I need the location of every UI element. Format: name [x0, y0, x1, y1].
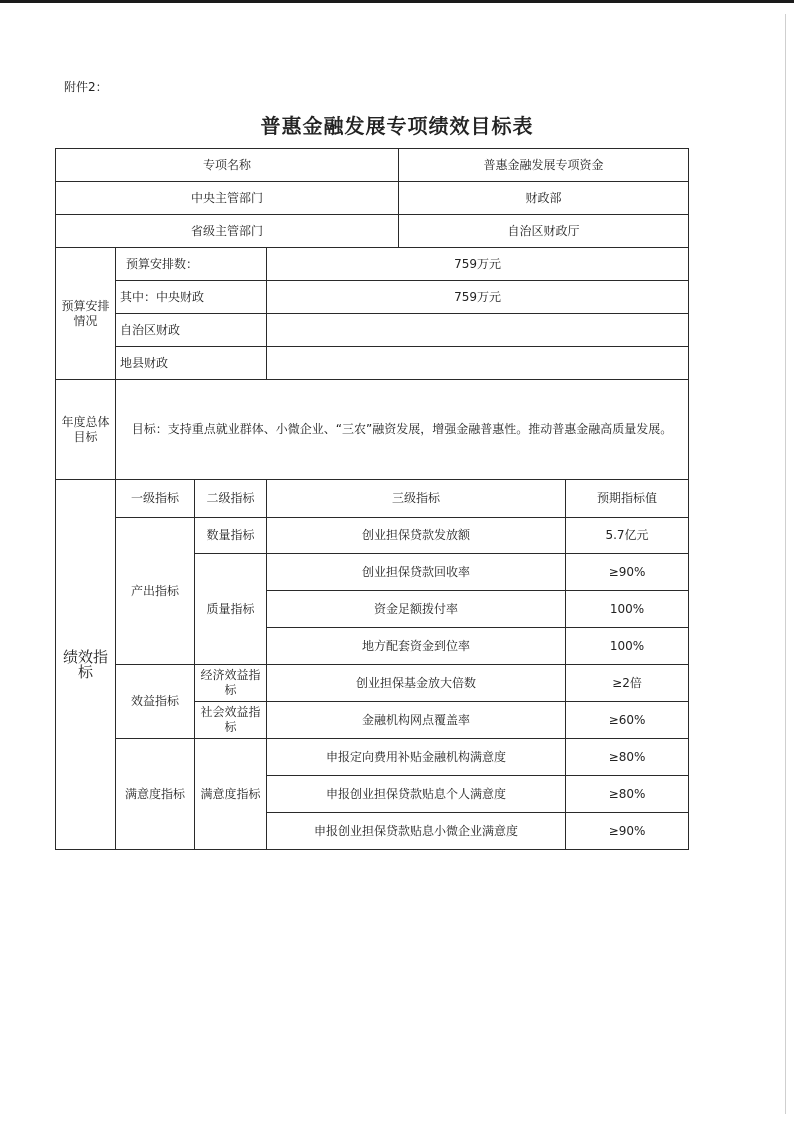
indicator-name: 创业担保贷款回收率 — [267, 554, 566, 591]
quantity-indicator-label: 数量指标 — [195, 518, 267, 554]
table-row — [56, 665, 689, 702]
indicator-name: 申报创业担保贷款贴息小微企业满意度 — [267, 813, 566, 850]
table-row — [56, 739, 689, 776]
central-dept-label: 中央主管部门 — [56, 182, 399, 215]
satisfaction-level2-label: 满意度指标 — [195, 739, 267, 850]
budget-local-value — [267, 347, 689, 380]
output-indicator-label: 产出指标 — [116, 518, 195, 665]
indicator-name: 申报创业担保贷款贴息个人满意度 — [267, 776, 566, 813]
indicator-value: ≥60% — [566, 702, 689, 739]
table-row — [56, 518, 689, 554]
annual-goal-row — [56, 380, 689, 480]
benefit-indicator-label: 效益指标 — [116, 665, 195, 739]
indicator-value: ≥90% — [566, 554, 689, 591]
annual-goal-label: 年度总体目标 — [56, 380, 116, 480]
performance-target-table — [55, 148, 689, 850]
budget-section-label: 预算安排情况 — [56, 248, 116, 380]
indicator-name: 地方配套资金到位率 — [267, 628, 566, 665]
budget-region-label: 自治区财政 — [116, 314, 267, 347]
header-target: 预期指标值 — [566, 480, 689, 518]
indicator-name: 申报定向费用补贴金融机构满意度 — [267, 739, 566, 776]
indicator-name: 创业担保基金放大倍数 — [267, 665, 566, 702]
indicator-value: 100% — [566, 591, 689, 628]
document-title: 普惠金融发展专项绩效目标表 — [260, 114, 534, 138]
indicator-value: ≥80% — [566, 739, 689, 776]
performance-section-label: 绩效指标 — [56, 480, 116, 850]
budget-local-row — [56, 347, 689, 380]
indicator-value: 5.7亿元 — [566, 518, 689, 554]
annual-goal-text: 目标：支持重点就业群体、小微企业、“三农”融资发展，增强金融普惠性。推动普惠金融高质量发展。 — [116, 380, 689, 480]
header-level2: 二级指标 — [195, 480, 267, 518]
indicator-value: ≥80% — [566, 776, 689, 813]
attachment-label: 附件2： — [64, 80, 108, 94]
provincial-dept-value: 自治区财政厅 — [399, 215, 689, 248]
header-level3: 三级指标 — [267, 480, 566, 518]
budget-central-row — [56, 281, 689, 314]
budget-local-label: 地县财政 — [116, 347, 267, 380]
provincial-dept-label: 省级主管部门 — [56, 215, 399, 248]
indicator-value: 100% — [566, 628, 689, 665]
indicator-name: 资金足额拨付率 — [267, 591, 566, 628]
scan-edge — [785, 14, 786, 1114]
top-edge-line — [0, 0, 794, 3]
performance-header-row — [56, 480, 689, 518]
provincial-dept-row — [56, 215, 689, 248]
budget-region-value — [267, 314, 689, 347]
central-dept-row — [56, 182, 689, 215]
indicator-value: ≥2倍 — [566, 665, 689, 702]
quality-indicator-label: 质量指标 — [195, 554, 267, 665]
project-name-value: 普惠金融发展专项资金 — [399, 149, 689, 182]
economic-indicator-label: 经济效益指标 — [195, 665, 267, 702]
budget-region-row — [56, 314, 689, 347]
satisfaction-level1-label: 满意度指标 — [116, 739, 195, 850]
indicator-name: 创业担保贷款发放额 — [267, 518, 566, 554]
project-name-label: 专项名称 — [56, 149, 399, 182]
budget-total-label: 预算安排数： — [116, 248, 267, 281]
project-name-row — [56, 149, 689, 182]
header-level1: 一级指标 — [116, 480, 195, 518]
indicator-value: ≥90% — [566, 813, 689, 850]
indicator-name: 金融机构网点覆盖率 — [267, 702, 566, 739]
central-dept-value: 财政部 — [399, 182, 689, 215]
budget-central-value: 759万元 — [267, 281, 689, 314]
budget-central-label: 其中：中央财政 — [116, 281, 267, 314]
budget-total-row — [56, 248, 689, 281]
social-indicator-label: 社会效益指标 — [195, 702, 267, 739]
budget-total-value: 759万元 — [267, 248, 689, 281]
